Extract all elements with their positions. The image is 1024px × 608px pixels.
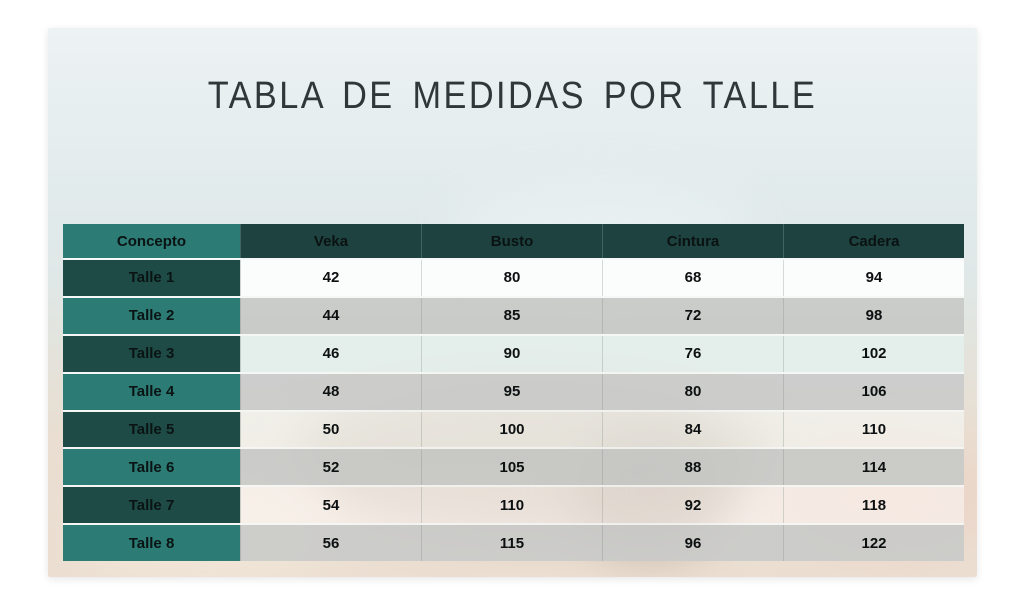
value-cell: 96 bbox=[602, 525, 783, 561]
value-cell: 92 bbox=[602, 487, 783, 523]
table-row bbox=[63, 410, 964, 448]
value-cell: 122 bbox=[783, 525, 964, 561]
header-cell-concepto: Concepto bbox=[63, 224, 240, 258]
value-cell: 80 bbox=[421, 260, 602, 296]
row-label-cell: Talle 2 bbox=[63, 298, 240, 334]
row-label-cell: Talle 7 bbox=[63, 487, 240, 523]
row-label-cell: Talle 5 bbox=[63, 412, 240, 448]
value-cell: 95 bbox=[421, 374, 602, 410]
value-cell: 84 bbox=[602, 412, 783, 448]
value-cell: 105 bbox=[421, 449, 602, 485]
value-cell: 110 bbox=[783, 412, 964, 448]
row-label-cell: Talle 1 bbox=[63, 260, 240, 296]
row-label-cell: Talle 4 bbox=[63, 374, 240, 410]
value-cell: 50 bbox=[240, 412, 421, 448]
slide bbox=[48, 28, 977, 577]
value-cell: 54 bbox=[240, 487, 421, 523]
value-cell: 94 bbox=[783, 260, 964, 296]
measurements-table bbox=[63, 224, 964, 561]
row-label-cell: Talle 6 bbox=[63, 449, 240, 485]
value-cell: 88 bbox=[602, 449, 783, 485]
value-cell: 98 bbox=[783, 298, 964, 334]
value-cell: 110 bbox=[421, 487, 602, 523]
value-cell: 102 bbox=[783, 336, 964, 372]
value-cell: 42 bbox=[240, 260, 421, 296]
value-cell: 76 bbox=[602, 336, 783, 372]
value-cell: 80 bbox=[602, 374, 783, 410]
value-cell: 46 bbox=[240, 336, 421, 372]
value-cell: 52 bbox=[240, 449, 421, 485]
table-row bbox=[63, 523, 964, 561]
value-cell: 106 bbox=[783, 374, 964, 410]
value-cell: 114 bbox=[783, 449, 964, 485]
table-row bbox=[63, 485, 964, 523]
table-header-row bbox=[63, 224, 964, 258]
table-row bbox=[63, 296, 964, 334]
value-cell: 118 bbox=[783, 487, 964, 523]
value-cell: 115 bbox=[421, 525, 602, 561]
value-cell: 72 bbox=[602, 298, 783, 334]
header-cell-cintura: Cintura bbox=[602, 224, 783, 258]
value-cell: 90 bbox=[421, 336, 602, 372]
value-cell: 68 bbox=[602, 260, 783, 296]
page-title: TABLA DE MEDIDAS POR TALLE bbox=[207, 74, 818, 117]
header-cell-busto: Busto bbox=[421, 224, 602, 258]
header-cell-veka: Veka bbox=[240, 224, 421, 258]
table-row bbox=[63, 258, 964, 296]
header-cell-cadera: Cadera bbox=[783, 224, 964, 258]
row-label-cell: Talle 8 bbox=[63, 525, 240, 561]
table-row bbox=[63, 372, 964, 410]
value-cell: 56 bbox=[240, 525, 421, 561]
table-row bbox=[63, 447, 964, 485]
value-cell: 100 bbox=[421, 412, 602, 448]
value-cell: 48 bbox=[240, 374, 421, 410]
value-cell: 85 bbox=[421, 298, 602, 334]
row-label-cell: Talle 3 bbox=[63, 336, 240, 372]
value-cell: 44 bbox=[240, 298, 421, 334]
table-row bbox=[63, 334, 964, 372]
